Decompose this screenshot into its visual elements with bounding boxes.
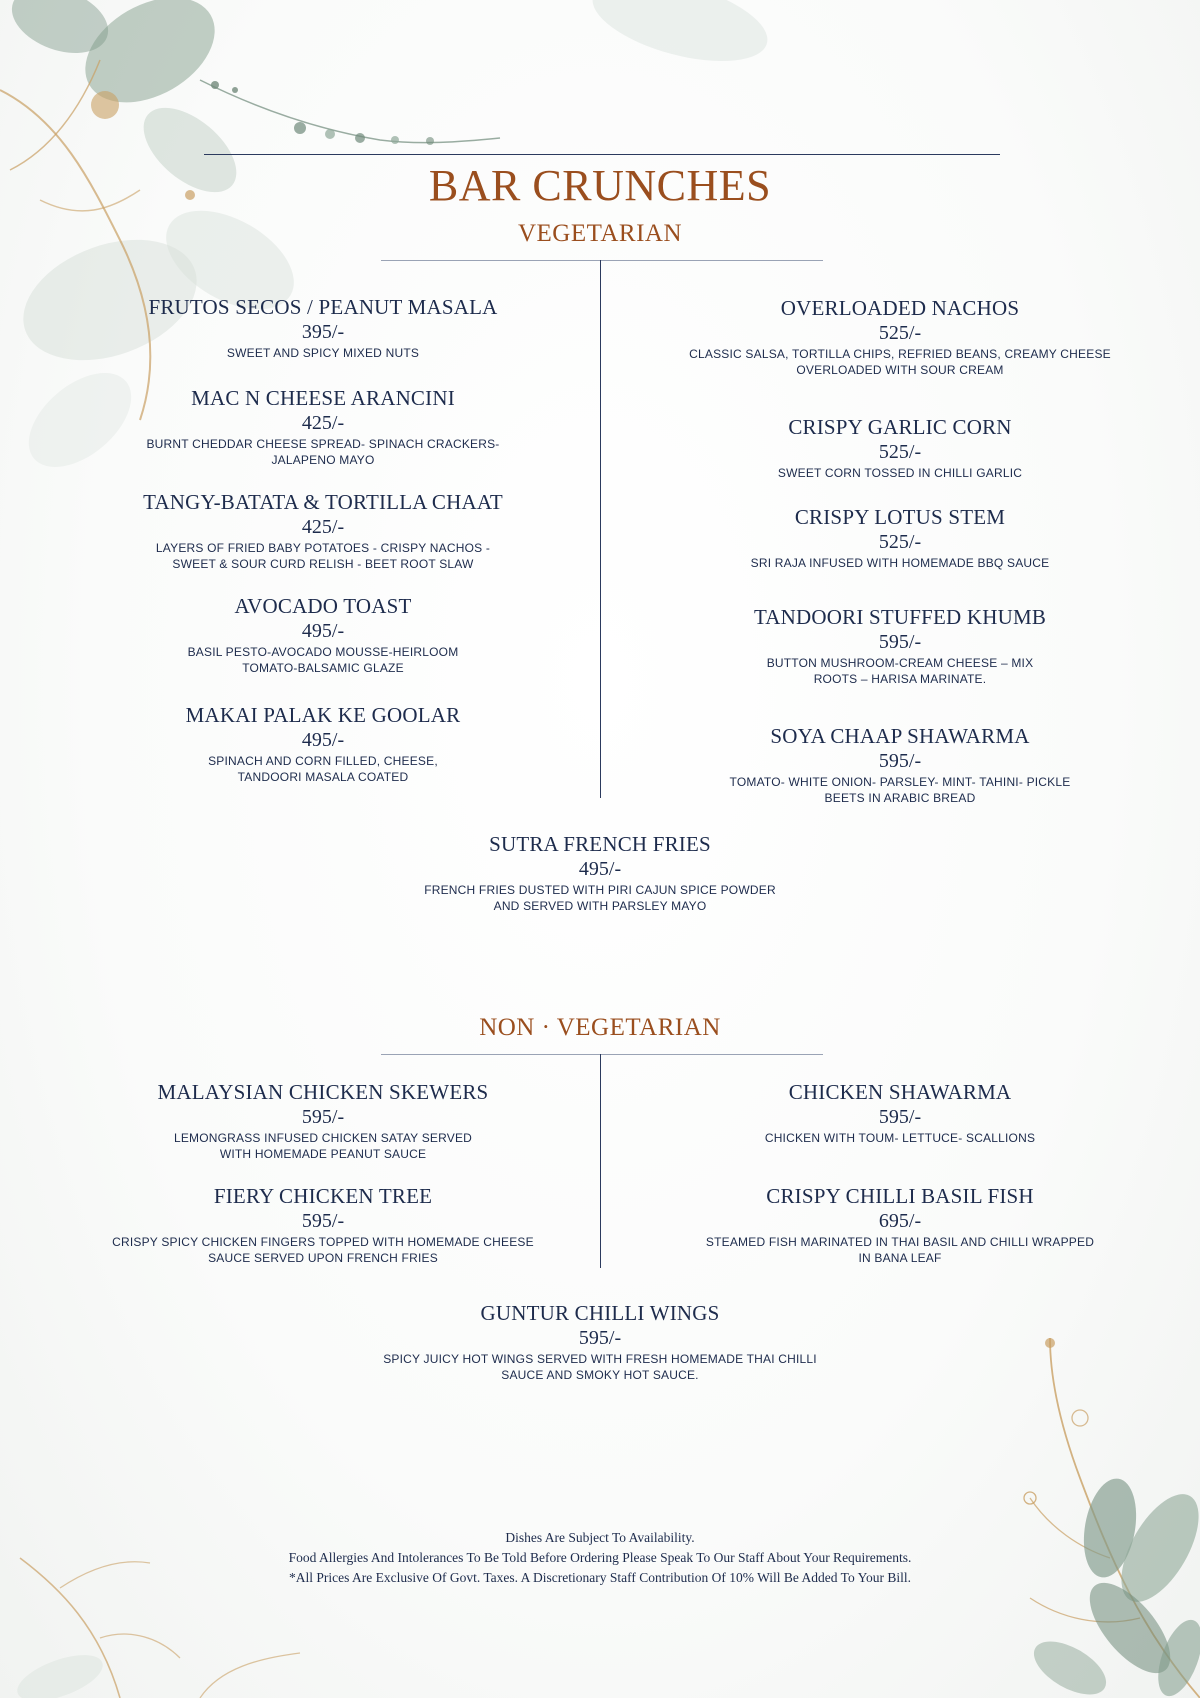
- item-price: 595/-: [878, 631, 922, 653]
- menu-item: [73, 385, 573, 468]
- item-description: FRENCH FRIES DUSTED WITH PIRI CAJUN SPICE POWDER AND SERVED WITH PARSLEY MAYO: [424, 883, 776, 913]
- item-price: 595/-: [301, 1210, 345, 1232]
- item-name: MAC N CHEESE ARANCINI: [191, 386, 455, 410]
- menu-item: [43, 1183, 603, 1266]
- item-name: CRISPY CHILLI BASIL FISH: [766, 1184, 1034, 1208]
- item-price: 425/-: [301, 516, 345, 538]
- item-description: SPICY JUICY HOT WINGS SERVED WITH FRESH HOMEMADE THAI CHILLI SAUCE AND SMOKY HOT SAUCE.: [383, 1352, 817, 1382]
- menu-item: [630, 1183, 1170, 1266]
- item-description: BUTTON MUSHROOM-CREAM CHEESE – MIX ROOTS – HARISA MARINATE.: [766, 656, 1034, 686]
- item-price: 395/-: [301, 321, 345, 343]
- item-description: SWEET CORN TOSSED IN CHILLI GARLIC: [777, 466, 1023, 480]
- menu-item: [73, 702, 573, 785]
- footer-allergy-note: Food Allergies And Intolerances To Be Told Before Ordering Please Speak To Our Staff About Your Requirements.: [288, 1550, 912, 1565]
- item-description: TOMATO- WHITE ONION- PARSLEY- MINT- TAHINI- PICKLE BEETS IN ARABIC BREAD: [729, 775, 1071, 805]
- vegetarian-divider-line: [381, 260, 823, 261]
- botanical-leaf-top-center: [560, 0, 820, 120]
- item-price: 495/-: [301, 620, 345, 642]
- item-price: 525/-: [878, 441, 922, 463]
- menu-item: [650, 295, 1150, 378]
- item-description: CHICKEN WITH TOUM- LETTUCE- SCALLIONS: [764, 1131, 1036, 1145]
- item-name: TANGY-BATATA & TORTILLA CHAAT: [143, 490, 503, 514]
- item-description: LAYERS OF FRIED BABY POTATOES - CRISPY NACHOS - SWEET & SOUR CURD RELISH - BEET ROOT SLAW: [155, 541, 491, 571]
- item-name: CRISPY LOTUS STEM: [794, 505, 1006, 529]
- item-name: CHICKEN SHAWARMA: [788, 1080, 1012, 1104]
- item-price: 495/-: [301, 729, 345, 751]
- item-description: SWEET AND SPICY MIXED NUTS: [226, 346, 420, 360]
- item-name: AVOCADO TOAST: [234, 594, 412, 618]
- item-description: STEAMED FISH MARINATED IN THAI BASIL AND CHILLI WRAPPED IN BANA LEAF: [705, 1235, 1095, 1265]
- item-price: 495/-: [578, 858, 622, 880]
- menu-item: [73, 489, 573, 572]
- menu-item: [650, 504, 1150, 571]
- item-description: SRI RAJA INFUSED WITH HOMEMADE BBQ SAUCE: [750, 556, 1050, 570]
- non-vegetarian-divider-line: [381, 1054, 823, 1055]
- item-name: TANDOORI STUFFED KHUMB: [753, 605, 1047, 629]
- item-price: 425/-: [301, 412, 345, 434]
- footer-taxes-note: *All Prices Are Exclusive Of Govt. Taxes. A Discretionary Staff Contribution Of 10% Will Be Added To Your Bill.: [288, 1570, 912, 1585]
- vegetarian-column-divider: [600, 260, 601, 798]
- menu-item: [320, 1300, 880, 1383]
- item-name: GUNTUR CHILLI WINGS: [480, 1301, 720, 1325]
- item-price: 595/-: [301, 1106, 345, 1128]
- item-price: 595/-: [878, 750, 922, 772]
- item-price: 595/-: [878, 1106, 922, 1128]
- footer-availability-note: Dishes Are Subject To Availability.: [505, 1530, 695, 1545]
- section-heading-vegetarian: VEGETARIAN: [517, 220, 683, 247]
- menu-item: [650, 414, 1150, 481]
- item-price: 525/-: [878, 322, 922, 344]
- menu-title: BAR CRUNCHES: [428, 161, 772, 210]
- top-divider-line: [204, 154, 1000, 155]
- item-description: LEMONGRASS INFUSED CHICKEN SATAY SERVED WITH HOMEMADE PEANUT SAUCE: [173, 1131, 473, 1161]
- item-description: SPINACH AND CORN FILLED, CHEESE, TANDOORI MASALA COATED: [208, 754, 438, 784]
- item-name: FRUTOS SECOS / PEANUT MASALA: [148, 295, 498, 319]
- section-heading-non-vegetarian: NON · VEGETARIAN: [479, 1014, 721, 1041]
- menu-item: [73, 593, 573, 676]
- menu-item: [73, 294, 573, 361]
- item-description: CRISPY SPICY CHICKEN FINGERS TOPPED WITH HOMEMADE CHEESE SAUCE SERVED UPON FRENCH FRIES: [112, 1235, 534, 1265]
- menu-item: [650, 723, 1150, 806]
- item-description: CLASSIC SALSA, TORTILLA CHIPS, REFRIED BEANS, CREAMY CHEESE OVERLOADED WITH SOUR CREAM: [689, 347, 1111, 377]
- item-name: FIERY CHICKEN TREE: [213, 1184, 433, 1208]
- item-price: 525/-: [878, 531, 922, 553]
- item-name: MAKAI PALAK KE GOOLAR: [185, 703, 461, 727]
- item-name: SUTRA FRENCH FRIES: [489, 832, 711, 856]
- item-name: OVERLOADED NACHOS: [780, 296, 1020, 320]
- item-name: CRISPY GARLIC CORN: [788, 415, 1012, 439]
- item-description: BURNT CHEDDAR CHEESE SPREAD- SPINACH CRACKERS- JALAPENO MAYO: [146, 437, 500, 467]
- botanical-leaves-top-left: [0, 0, 520, 560]
- item-price: 695/-: [878, 1210, 922, 1232]
- menu-item: [650, 604, 1150, 687]
- menu-item: [73, 1079, 573, 1162]
- item-name: SOYA CHAAP SHAWARMA: [770, 724, 1030, 748]
- item-name: MALAYSIAN CHICKEN SKEWERS: [157, 1080, 489, 1104]
- item-price: 595/-: [578, 1327, 622, 1349]
- item-description: BASIL PESTO-AVOCADO MOUSSE-HEIRLOOM TOMATO-BALSAMIC GLAZE: [187, 645, 459, 675]
- menu-item: [320, 831, 880, 914]
- footer-notes: [0, 1528, 1200, 1588]
- menu-item: [650, 1079, 1150, 1146]
